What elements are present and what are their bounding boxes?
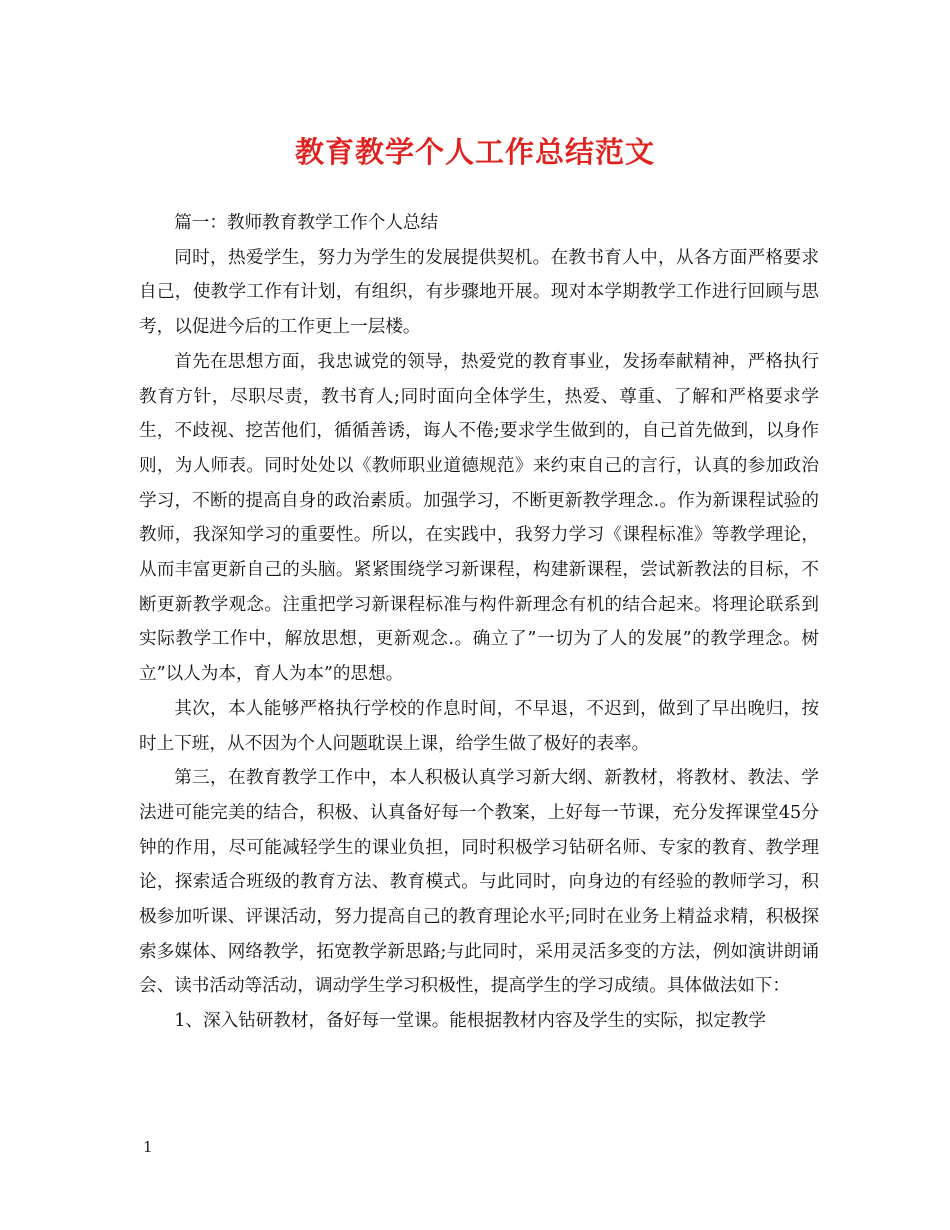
page-number: 1	[143, 1138, 153, 1156]
paragraph-discipline: 其次，本人能够严格执行学校的作息时间，不早退，不迟到，做到了早出晚归，按时上下班，从不因为个人问题耽误上课，给学生做了极好的表率。	[139, 698, 819, 754]
paragraph-intro: 同时，热爱学生，努力为学生的发展提供契机。在教书育人中，从各方面严格要求自己，使教学工作有计划，有组织，有步骤地开展。现对本学期教学工作进行回顾与思考，以促进今后的工作更上一层楼。	[139, 247, 819, 338]
paragraph-teaching: 第三，在教育教学工作中，本人积极认真学习新大纲、新教材，将教材、教法、学法进可能完美的结合，积极、认真备好每一个教案，上好每一节课，充分发挥课堂45分钟的作用，尽可能减轻学生的课业负担，同时积极学习钻研名师、专家的教育、教学理论，探索适合班级的教育方法、教育模式。与此同时，向身边的有经验的教师学习，积极参加听课、评课活动，努力提高自己的教育理论水平;同时在业务上精益求精，积极探索多媒体、网络教学，拓宽教学新思路;与此同时，采用灵活多变的方法，例如演讲朗诵会、读书活动等活动，调动学生学习积极性，提高学生的学习成绩。具体做法如下：	[139, 768, 819, 997]
section-heading: 篇一：教师教育教学工作个人总结	[174, 213, 439, 233]
document-title: 教育教学个人工作总结范文	[294, 135, 655, 169]
paragraph-method-1: 1、深入钻研教材，备好每一堂课。能根据教材内容及学生的实际，拟定教学	[174, 1011, 766, 1032]
document-body	[139, 206, 819, 1039]
paragraph-ideology: 首先在思想方面，我忠诚党的领导，热爱党的教育事业，发扬奉献精神，严格执行教育方针，尽职尽责，教书育人;同时面向全体学生，热爱、尊重、了解和严格要求学生，不歧视、挖苦他们，循循善诱，诲人不倦;要求学生做到的，自己首先做到，以身作则，为人师表。同时处处以《教师职业道德规范》来约束自己的言行，认真的参加政治学习，不断的提高自身的政治素质。加强学习，不断更新教学理念.。作为新课程试验的教师，我深知学习的重要性。所以，在实践中，我努力学习《课程标准》等教学理论，从而丰富更新自己的头脑。紧紧围绕学习新课程，构建新课程，尝试新教法的目标，不断更新教学观念。注重把学习新课程标准与构件新理念有机的结合起来。将理论联系到实际教学工作中，解放思想，更新观念.。确立了”一切为了人的发展”的教学理念。树立”以人为本，育人为本”的思想。	[139, 351, 819, 685]
